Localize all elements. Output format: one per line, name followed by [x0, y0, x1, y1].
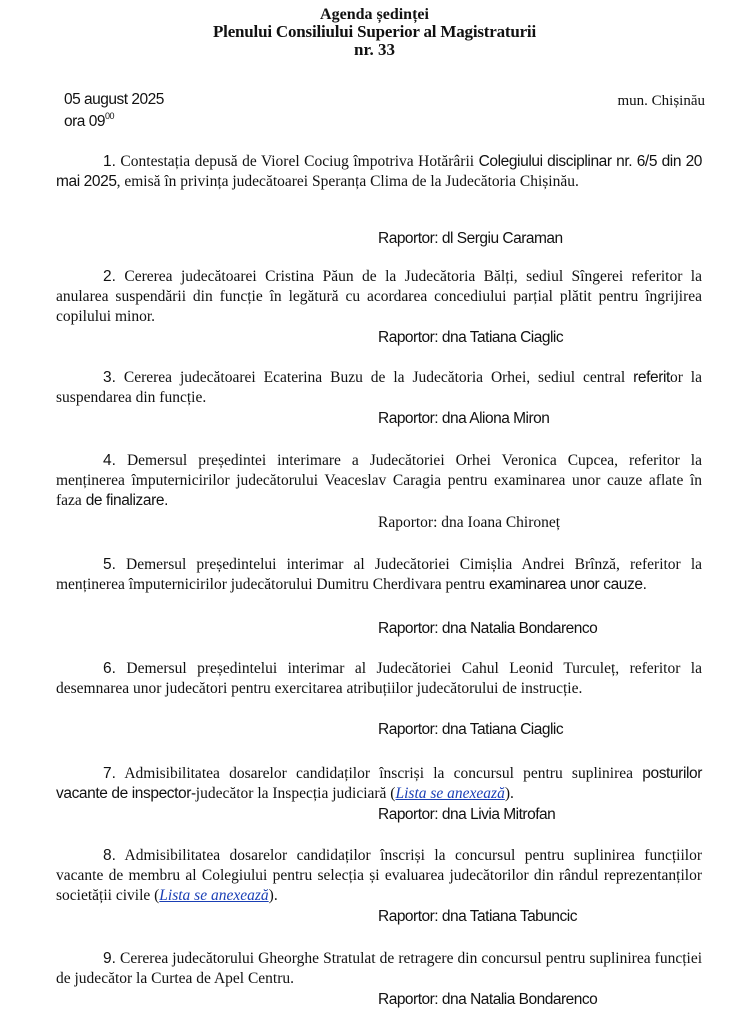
item-text-part: Demersul președintei interimare a Judecătoriei Orhei Veronica Cupcea, referitor la menținerea împuternicirilor judecătorului Veaceslav Caragia pentru examinarea unor cauze aflate în faza	[56, 452, 702, 509]
agenda-item-text	[56, 555, 702, 595]
agenda-item-text	[56, 846, 702, 906]
item-text-part: Cererea judecătoarei Ecaterina Buzu de la Judecătoria Orhei, sediul central	[123, 369, 634, 386]
agenda-item-9	[56, 949, 702, 989]
agenda-item-text	[56, 368, 702, 408]
rapporteur-8: Raportor: dna Tatiana Tabuncic	[378, 908, 577, 925]
item-text-part: Admisibilitatea dosarelor candidaților înscriși la concursul pentru suplinirea	[124, 765, 643, 782]
item-text-part: ).	[504, 785, 514, 802]
item-number: 4.	[103, 452, 116, 469]
annex-list-link[interactable]: Lista se anexează	[395, 785, 505, 802]
item-text-part: referit	[633, 369, 670, 386]
agenda-item-2	[56, 267, 702, 327]
item-text-part: Demersul președintelui interimar al Judecătoriei Cimișlia Andrei Brînză, referitor la menținerea împuternicirilor judecătorului Dumitru Cherdivara pentru	[56, 556, 703, 593]
item-text-part: Cererea judecătorului Gheorghe Stratulat de retragere din concursul pentru suplinirea funcției de judecător la Curtea de Apel Centru.	[56, 950, 703, 987]
rapporteur-7: Raportor: dna Livia Mitrofan	[378, 806, 556, 823]
agenda-item-text	[56, 764, 702, 804]
agenda-item-5	[56, 555, 702, 595]
meeting-time	[64, 108, 164, 130]
item-number: 8.	[103, 847, 116, 864]
agenda-item-text	[56, 267, 702, 327]
rapporteur-5: Raportor: dna Natalia Bondarenco	[378, 620, 598, 637]
item-number: 3.	[103, 369, 116, 386]
agenda-subtitle: Plenului Consiliului Superior al Magistraturii	[213, 22, 536, 41]
meeting-time-minutes: 00	[104, 111, 114, 121]
rapporteur-4: Raportor: dna Ioana Chironeț	[378, 514, 561, 531]
meeting-date: 05 august 2025	[64, 91, 164, 108]
agenda-item-8	[56, 846, 702, 906]
rapporteur-3: Raportor: dna Aliona Miron	[378, 410, 550, 427]
agenda-item-3	[56, 368, 702, 408]
agenda-item-text	[56, 949, 702, 989]
item-text-part: Colegiului disciplinar nr. 6/5 din 20 mai 2025	[56, 153, 703, 190]
agenda-item-text	[56, 451, 702, 511]
meeting-time-hour: ora 09	[64, 113, 105, 130]
rapporteur-1: Raportor: dl Sergiu Caraman	[378, 230, 563, 247]
item-text-part: examinarea unor cauze.	[489, 576, 647, 593]
agenda-header	[0, 6, 749, 59]
agenda-item-text	[56, 659, 702, 699]
item-text-part: Cererea judecătoarei Cristina Păun de la Judecătoria Bălți, sediul Sîngerei referitor la anularea suspendării din funcție în legătură cu acordarea concediului parțial plătit pentru îngrijirea copilului minor.	[56, 268, 702, 325]
agenda-item-4	[56, 451, 702, 511]
item-number: 5.	[103, 556, 116, 573]
item-number: 9.	[103, 950, 116, 967]
item-text-part: posturilor vacante de inspector-	[56, 765, 703, 802]
item-text-part: Contestația depusă de Viorel Cociug împotriva Hotărârii	[120, 153, 479, 170]
meeting-datetime	[64, 91, 164, 130]
rapporteur-9: Raportor: dna Natalia Bondarenco	[378, 991, 598, 1008]
item-text-part: , emisă în privința judecătoarei Speranța Clima de la Judecătoria Chișinău.	[116, 173, 579, 190]
item-text-part: judecător la Inspecția judiciară (	[195, 785, 396, 802]
item-text-part: de finalizare.	[85, 492, 168, 509]
item-number: 6.	[103, 660, 116, 677]
item-text-part: Admisibilitatea dosarelor candidaților înscriși la concursul pentru suplinirea funcțiilor vacante de membru al Colegiului pentru selecția și evaluarea judecătorilor din rândul reprezentanților societății civile (	[56, 847, 702, 904]
annex-list-link[interactable]: Lista se anexează	[159, 887, 269, 904]
item-number: 2.	[103, 268, 116, 285]
agenda-item-1	[56, 152, 702, 192]
agenda-title: Agenda ședinței	[320, 6, 429, 23]
item-text-part: ).	[268, 887, 278, 904]
agenda-item-text	[56, 152, 702, 192]
item-number: 1.	[103, 153, 116, 170]
agenda-item-7	[56, 764, 702, 804]
rapporteur-2: Raportor: dna Tatiana Ciaglic	[378, 329, 564, 346]
agenda-number: nr. 33	[354, 40, 395, 59]
agenda-item-6	[56, 659, 702, 699]
item-text-part: Demersul președintelui interimar al Judecătoriei Cahul Leonid Turculeț, referitor la desemnarea unor judecători pentru exercitarea atribuțiilor judecătorului de instrucție.	[56, 660, 702, 697]
meeting-location: mun. Chișinău	[617, 93, 705, 109]
rapporteur-6: Raportor: dna Tatiana Ciaglic	[378, 721, 564, 738]
item-number: 7.	[103, 765, 116, 782]
item-text-part: or la suspendarea din funcție.	[56, 369, 702, 406]
